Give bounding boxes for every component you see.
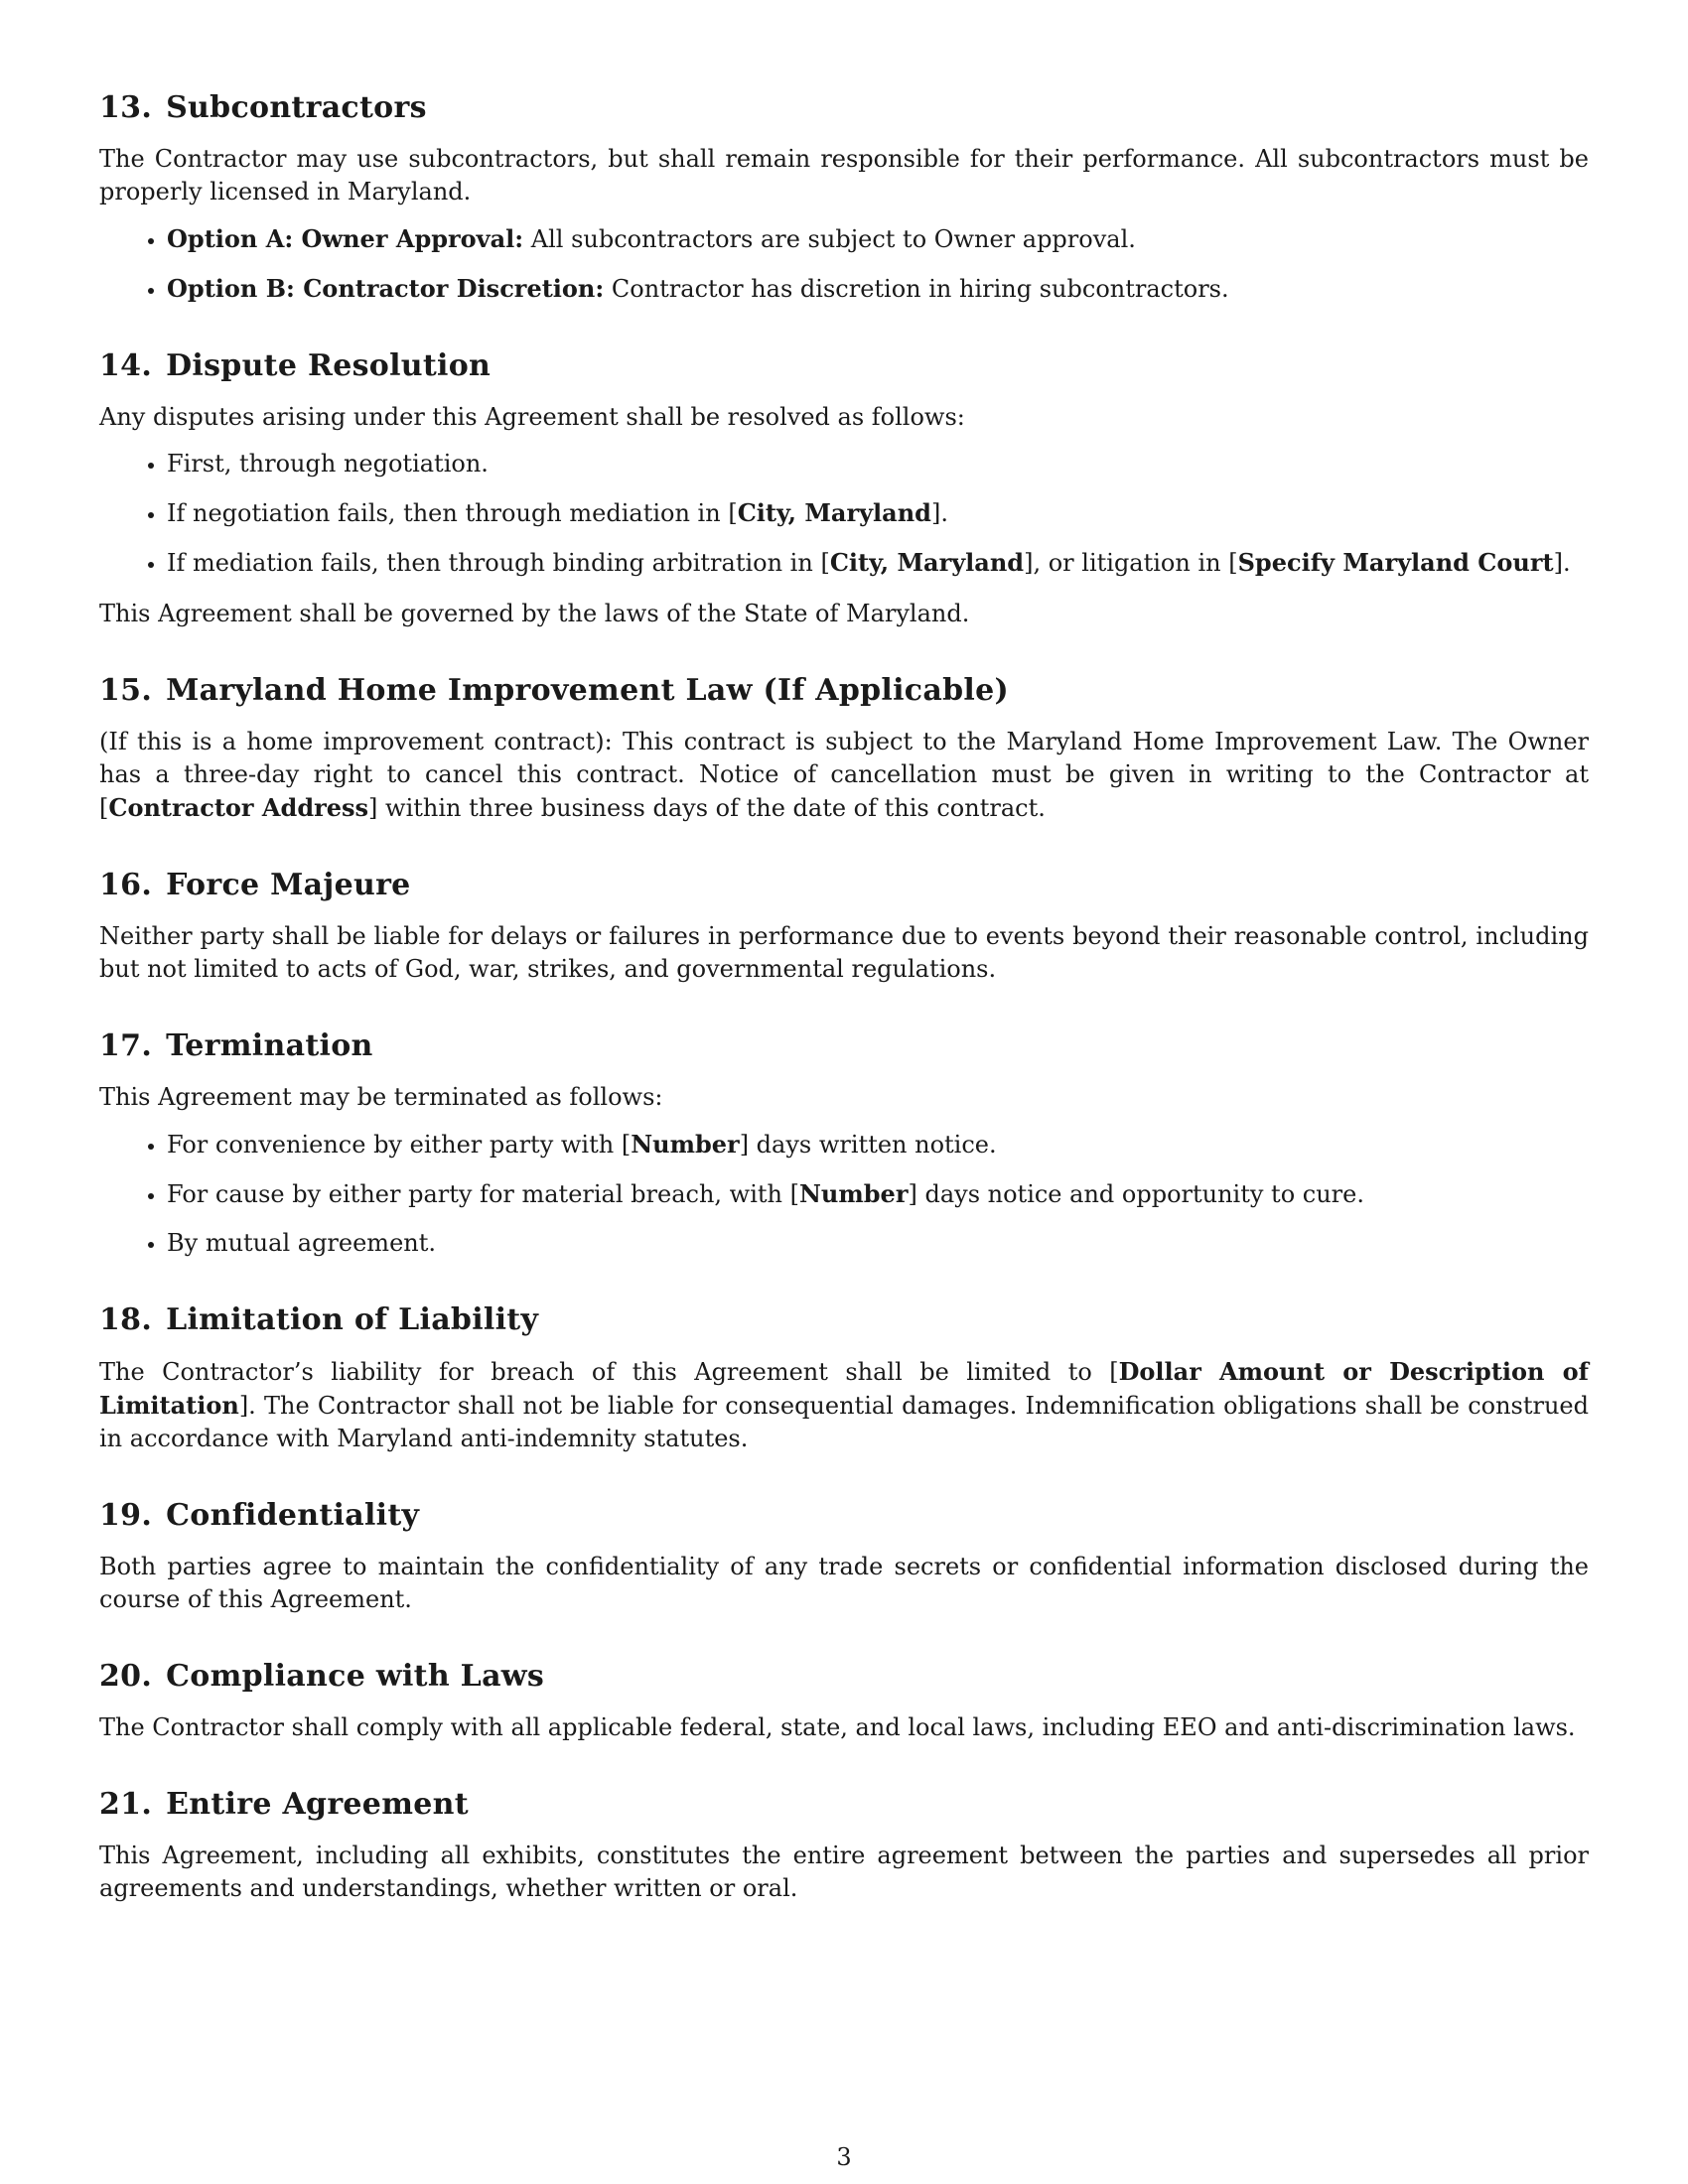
section-heading [99,1786,1589,1824]
section-entire-agreement [99,1786,1589,1905]
list-item [167,222,1589,256]
text-run: ] within three business days of the date of this contract. [368,794,1046,822]
bullet-list [99,448,1589,580]
section-body: This Agreement, including all exhibits, constitutes the entire agreement between the parties and supersedes all prior agreements and understandings, whether written or oral. [99,1842,1589,1902]
option-text: Contractor has discretion in hiring subcontractors. [604,275,1229,303]
section-subcontractors [99,89,1589,306]
text-run: For cause by either party for material breach, with [ [167,1180,799,1208]
section-limitation-of-liability [99,1301,1589,1455]
text-run: ] days written notice. [739,1131,997,1159]
section-title: Limitation of Liability [166,1302,539,1337]
list-item: • First, through negotiation. [167,448,1589,480]
section-body [99,1355,1589,1455]
section-compliance-with-laws [99,1658,1589,1744]
bullet-list [99,1128,1589,1260]
section-number: 14. [99,348,153,383]
text-run: The Contractor’s liability for breach of this Agreement shall be limited to [ [99,1358,1119,1386]
section-title: Entire Agreement [166,1787,469,1822]
placeholder-field: Number [631,1130,740,1159]
section-confidentiality [99,1497,1589,1616]
placeholder-field: Contractor Address [108,793,369,822]
section-body: The Contractor may use subcontractors, but shall remain responsible for their performance. All subcontractors must be properly licensed in Maryland. [99,145,1589,205]
section-home-improvement-law [99,672,1589,825]
text-run: ]. The Contractor shall not be liable for consequential damages. Indemnification obligations shall be construed in accordance with Maryland anti-indemnity statutes. [99,1392,1589,1452]
section-dispute-resolution [99,347,1589,630]
section-heading [99,1497,1589,1535]
section-number: 19. [99,1498,153,1533]
section-title: Confidentiality [166,1498,420,1533]
section-number: 21. [99,1787,153,1822]
list-item [167,546,1589,580]
section-closing: This Agreement shall be governed by the laws of the State of Maryland. [99,600,970,627]
section-body: Both parties agree to maintain the confidentiality of any trade secrets or confidential information disclosed during the course of this Agreement. [99,1553,1589,1613]
bullet-list [99,222,1589,306]
page-number: 3 [836,2143,852,2171]
section-title: Maryland Home Improvement Law (If Applicable) [166,673,1009,708]
text-run: ]. [930,499,948,527]
list-item [167,1128,1589,1161]
option-label: Option A: Owner Approval: [167,224,524,253]
document-page [99,89,1589,1905]
section-number: 15. [99,673,153,708]
section-heading [99,867,1589,904]
section-number: 16. [99,868,153,902]
section-body: The Contractor shall comply with all applicable federal, state, and local laws, including EEO and anti-discrimination laws. [99,1713,1576,1741]
text-run: If mediation fails, then through binding arbitration in [ [167,549,830,577]
section-heading [99,89,1589,127]
section-heading [99,347,1589,385]
section-body: This Agreement may be terminated as follows: [99,1083,663,1111]
section-number: 20. [99,1659,153,1694]
list-item [167,496,1589,530]
section-body [99,726,1589,825]
section-heading [99,672,1589,710]
section-termination [99,1027,1589,1260]
list-item: • By mutual agreement. [167,1227,1589,1260]
placeholder-field: Number [798,1179,909,1208]
section-title: Compliance with Laws [166,1659,545,1694]
section-title: Subcontractors [166,90,427,125]
text-run: (If this is a home improvement contract): This contract is subject to the Maryland Home Improvement Law. The Owner has a three-day right to cancel this contract. Notice of cancellation must be given in writing to the Contractor at [ [99,728,1589,822]
list-item [167,1177,1589,1211]
section-title: Dispute Resolution [166,348,492,383]
section-heading [99,1027,1589,1065]
section-body: Any disputes arising under this Agreement shall be resolved as follows: [99,403,965,431]
placeholder-field: City, Maryland [737,498,931,527]
option-text: All subcontractors are subject to Owner approval. [523,225,1136,253]
placeholder-field: Specify Maryland Court [1237,548,1554,577]
text-run: For convenience by either party with [ [167,1131,632,1159]
section-number: 17. [99,1028,153,1063]
option-label: Option B: Contractor Discretion: [167,274,605,303]
section-body: Neither party shall be liable for delays or failures in performance due to events beyond their reasonable control, including but not limited to acts of God, war, strikes, and governmental regulations. [99,922,1589,983]
text-run: ], or litigation in [ [1024,549,1238,577]
section-title: Force Majeure [166,868,411,902]
placeholder-field: Dollar Amount or Description of Limitation [99,1357,1589,1420]
text-run: ] days notice and opportunity to cure. [908,1180,1364,1208]
placeholder-field: City, Maryland [829,548,1025,577]
text-run: If negotiation fails, then through mediation in [ [167,499,738,527]
section-title: Termination [166,1028,373,1063]
section-heading [99,1301,1589,1339]
text-run: ]. [1553,549,1571,577]
section-force-majeure [99,867,1589,986]
section-heading [99,1658,1589,1696]
list-item [167,272,1589,306]
section-number: 18. [99,1302,153,1337]
section-number: 13. [99,90,153,125]
